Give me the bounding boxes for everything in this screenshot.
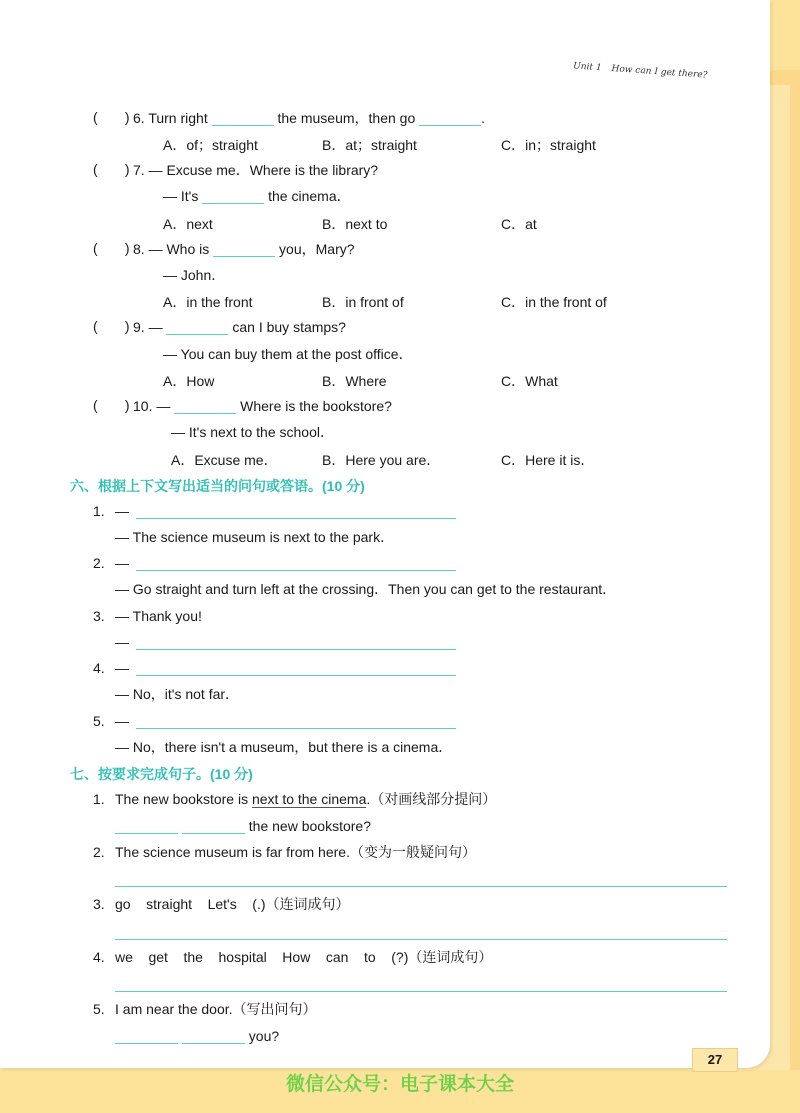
answer-paren[interactable]: ( ) (93, 161, 130, 177)
write-line[interactable] (115, 939, 727, 940)
s6-item-1-dash: — (115, 503, 129, 519)
s6-item-2-number: 2. (93, 555, 105, 571)
fill-blank[interactable] (182, 819, 245, 834)
answer-paren[interactable]: ( ) (93, 397, 130, 413)
fill-blank[interactable] (182, 1029, 245, 1044)
question-10-reply: — It's next to the school． (171, 424, 334, 440)
s6-item-1-answer: — The science museum is next to the park． (115, 529, 395, 545)
option-c[interactable]: C．in；straight (501, 137, 596, 153)
answer-paren[interactable]: ( ) (93, 318, 130, 334)
s7-item-1-answer: the new bookstore? (115, 817, 371, 835)
unit-label: Unit 1 (572, 61, 602, 74)
s6-item-5-number: 5. (93, 713, 105, 729)
answer-paren[interactable]: ( ) (93, 240, 130, 256)
running-header (573, 61, 708, 80)
fill-blank[interactable] (115, 819, 178, 834)
s7-item-5-answer: you? (115, 1027, 279, 1045)
s7-item-4-text: we get the hospital How can to (?)（连词成句） (115, 949, 493, 965)
s7-item-2-number: 2. (93, 844, 105, 860)
fill-blank[interactable] (166, 320, 228, 335)
write-line[interactable] (115, 886, 727, 887)
write-line[interactable] (115, 991, 727, 992)
s7-item-1-text: The new bookstore is next to the cinema.（对画线部分提问） (115, 791, 497, 807)
option-c[interactable]: C．in the front of (501, 294, 607, 310)
s6-item-4-dash: — (115, 660, 129, 676)
option-a[interactable]: A．of；straight (163, 137, 258, 153)
unit-title: How can I get there? (611, 64, 708, 81)
option-b[interactable]: B．in front of (322, 294, 404, 310)
fill-blank[interactable] (212, 111, 274, 126)
fill-blank[interactable] (115, 1029, 178, 1044)
question-8-reply: — John． (163, 267, 226, 283)
fill-blank[interactable] (174, 399, 236, 414)
option-b[interactable]: B．Where (322, 373, 387, 389)
option-a[interactable]: A．How (163, 373, 215, 389)
fill-blank[interactable] (213, 242, 275, 257)
s6-item-4-number: 4. (93, 660, 105, 676)
option-c[interactable]: C．What (501, 373, 558, 389)
s6-item-5-answer: — No，there isn't a museum，but there is a cinema． (115, 739, 453, 755)
s6-item-2-answer: — Go straight and turn left at the crossing．Then you can get to the restaurant． (115, 581, 617, 597)
s7-item-1-number: 1. (93, 791, 105, 807)
option-c[interactable]: C．Here it is． (501, 452, 595, 468)
option-a[interactable]: A．in the front (163, 294, 253, 310)
footer-watermark: 微信公众号：电子课本大全 (285, 1074, 514, 1095)
s6-item-1-number: 1. (93, 503, 105, 519)
s7-item-3-number: 3. (93, 896, 105, 912)
write-line[interactable] (136, 570, 456, 571)
s6-item-4-answer: — No，it's not far． (115, 686, 240, 702)
s6-item-2-dash: — (115, 555, 129, 571)
question-8: 8. — Who is you，Mary? (133, 241, 355, 257)
option-b[interactable]: B．at；straight (322, 137, 417, 153)
write-line[interactable] (136, 518, 456, 519)
s6-item-3-number: 3. (93, 608, 105, 624)
fill-blank[interactable] (202, 189, 264, 204)
option-a[interactable]: A．Excuse me． (171, 452, 278, 468)
s6-item-3-dash: — (115, 634, 129, 650)
question-6: 6. Turn right the museum，then go . (133, 110, 486, 126)
question-9-reply: — You can buy them at the post office． (163, 346, 413, 362)
write-line[interactable] (136, 728, 456, 729)
s7-item-4-number: 4. (93, 949, 105, 965)
question-7-reply: — It's the cinema． (163, 188, 351, 204)
answer-paren[interactable]: ( ) (93, 109, 130, 125)
question-9: 9. — can I buy stamps? (133, 319, 346, 335)
write-line[interactable] (136, 675, 456, 676)
option-a[interactable]: A．next (163, 216, 213, 232)
s7-item-3-text: go straight Let's (.)（连词成句） (115, 896, 350, 912)
write-line[interactable] (136, 649, 456, 650)
underlined-phrase: next to the cinema (251, 791, 367, 807)
section-7-title: 七、按要求完成句子。(10 分) (70, 766, 253, 782)
s6-item-5-dash: — (115, 713, 129, 729)
option-c[interactable]: C．at (501, 216, 537, 232)
s7-item-2-text: The science museum is far from here.（变为一般疑问句） (115, 844, 476, 860)
s7-item-5-number: 5. (93, 1001, 105, 1017)
section-6-title: 六、根据上下文写出适当的问句或答语。(10 分) (70, 478, 365, 494)
s6-item-3-question: — Thank you! (115, 608, 202, 624)
question-10: 10. — Where is the bookstore? (133, 398, 392, 414)
s7-item-5-text: I am near the door.（写出问句） (115, 1001, 317, 1017)
question-7: 7. — Excuse me．Where is the library? (133, 162, 379, 178)
option-b[interactable]: B．Here you are． (322, 452, 441, 468)
page-number: 27 (692, 1048, 738, 1072)
option-b[interactable]: B．next to (322, 216, 388, 232)
fill-blank[interactable] (419, 111, 481, 126)
